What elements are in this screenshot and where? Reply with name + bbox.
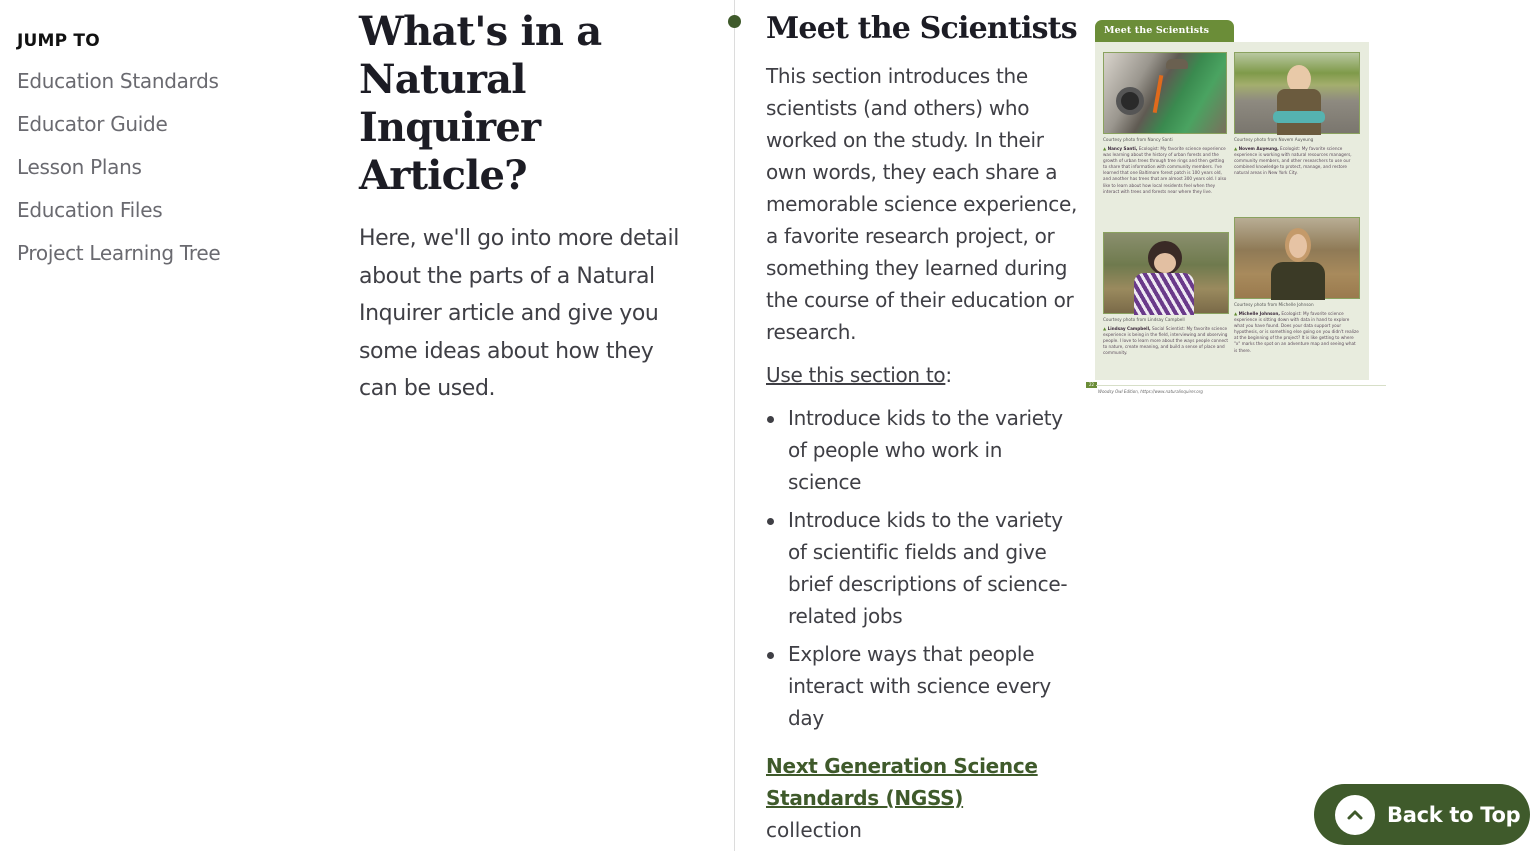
use-section-label (766, 359, 1081, 391)
truncated-text: collection (766, 818, 862, 842)
scientist-photo-novem-auyeung (1234, 52, 1360, 134)
scientist-name: Lindsay Campbell, (1107, 326, 1151, 331)
jump-link-lesson-plans[interactable]: Lesson Plans (17, 155, 142, 179)
jump-link-education-files[interactable]: Education Files (17, 198, 163, 222)
ngss-link[interactable]: Next Generation Science Standards (NGSS) (766, 754, 1038, 810)
scientist-role: Ecologist: (1281, 311, 1302, 316)
scientist-role: Social Scientist: (1151, 326, 1186, 331)
jump-link-project-learning-tree[interactable]: Project Learning Tree (17, 241, 221, 265)
scientist-role: Ecologist: (1138, 146, 1160, 151)
scientist-photo-lindsay-campbell (1103, 232, 1229, 314)
back-to-top-button[interactable] (1314, 784, 1530, 845)
scientist-bio-text: My favorite science experience is working with natural resources managers, community members, and other researchers to use our combined knowledge to protect, manage, and restore natural areas in New York City. (1234, 146, 1352, 176)
triangle-icon: ▲ (1103, 326, 1107, 331)
photo-caption: Courtesy photo from Novem Auyeung (1234, 137, 1314, 142)
list-item: Introduce kids to the variety of scientific fields and give brief descriptions of science-related jobs (766, 504, 1081, 632)
page-number: 22 (1086, 382, 1097, 388)
scientist-bio (1103, 146, 1229, 195)
use-section-label-text: Use this section to (766, 363, 946, 387)
scientist-photo-michelle-johnson (1234, 217, 1360, 299)
section-heading: Meet the Scientists (766, 11, 1077, 46)
intro-body: Here, we'll go into more detail about the parts of a Natural Inquirer article and give you some ideas about how they can be used. (359, 226, 679, 401)
preview-panel (1095, 42, 1369, 380)
scientist-role: Ecologist: (1280, 146, 1301, 151)
use-section-colon: : (945, 363, 952, 387)
scientist-name: Michelle Johnson, (1238, 311, 1280, 316)
timeline-dot (728, 15, 741, 28)
use-section-list (766, 402, 1081, 734)
jump-link-educator-guide[interactable]: Educator Guide (17, 112, 168, 136)
jump-to-nav (17, 31, 307, 275)
photo-caption: Courtesy photo from Lindsay Campbell (1103, 317, 1185, 322)
scientist-bio (1234, 311, 1360, 354)
preview-footer-line (1096, 385, 1386, 386)
intro-block (359, 8, 689, 408)
magazine-page-preview (1084, 17, 1389, 397)
preview-footer-text: Woodsy Owl Edition, https://www.naturalinquirer.org (1098, 389, 1203, 394)
list-item: Introduce kids to the variety of people who work in science (766, 402, 1081, 498)
scientist-name: Nancy Santi, (1107, 146, 1138, 151)
scientist-bio (1234, 146, 1360, 176)
scientist-bio (1103, 326, 1229, 356)
preview-tab-title: Meet the Scientists (1095, 20, 1234, 42)
photo-caption: Courtesy photo from Nancy Santi (1103, 137, 1173, 142)
triangle-icon: ▲ (1234, 146, 1238, 151)
scientist-name: Novem Auyeung, (1238, 146, 1279, 151)
intro-heading: What's in a Natural Inquirer Article? (359, 8, 602, 199)
list-item: Explore ways that people interact with science every day (766, 638, 1081, 734)
triangle-icon: ▲ (1103, 146, 1107, 151)
jump-link-education-standards[interactable]: Education Standards (17, 69, 219, 93)
meet-the-scientists-section (766, 9, 1081, 842)
section-description: This section introduces the scientists (and others) who worked on the study. In their own words, they each share a memorable science experience, a favorite research project, or something they learned during the course of their education or research. (766, 64, 1078, 344)
scientist-bio-text: My favorite science experience is being in the field, interviewing and observing people. I love to learn more about the ways people connect to nature, create meaning, and build a sense of place and community. (1103, 326, 1229, 356)
scientist-bio-text: My favorite science experience is sitting down with data in hand to explore what you have found. Does your data support your hypothesis, or is something else going on you didn't realize at the beginning of the project? It is like getting to where "x" marks the spot on an adventure map and seeing what is there. (1234, 311, 1359, 353)
scientist-photo-nancy-santi (1103, 52, 1227, 134)
triangle-icon: ▲ (1234, 311, 1238, 316)
photo-caption: Courtesy photo from Michelle Johnson (1234, 302, 1314, 307)
scientist-bio-text: My favorite science experience was learning about the history of urban forests and the growth of urban trees through tree rings and then getting to share that information with community members. I've learned that one Baltimore forest patch is 100 years old, and another has trees that are almost 300 years old. I also like to learn about how local residents feel when they interact with trees and forests near where they live. (1103, 146, 1227, 194)
back-to-top-label: Back to Top (1387, 802, 1521, 827)
timeline-line (734, 0, 735, 851)
chevron-up-icon (1335, 795, 1375, 835)
jump-to-title: JUMP TO (17, 31, 100, 51)
